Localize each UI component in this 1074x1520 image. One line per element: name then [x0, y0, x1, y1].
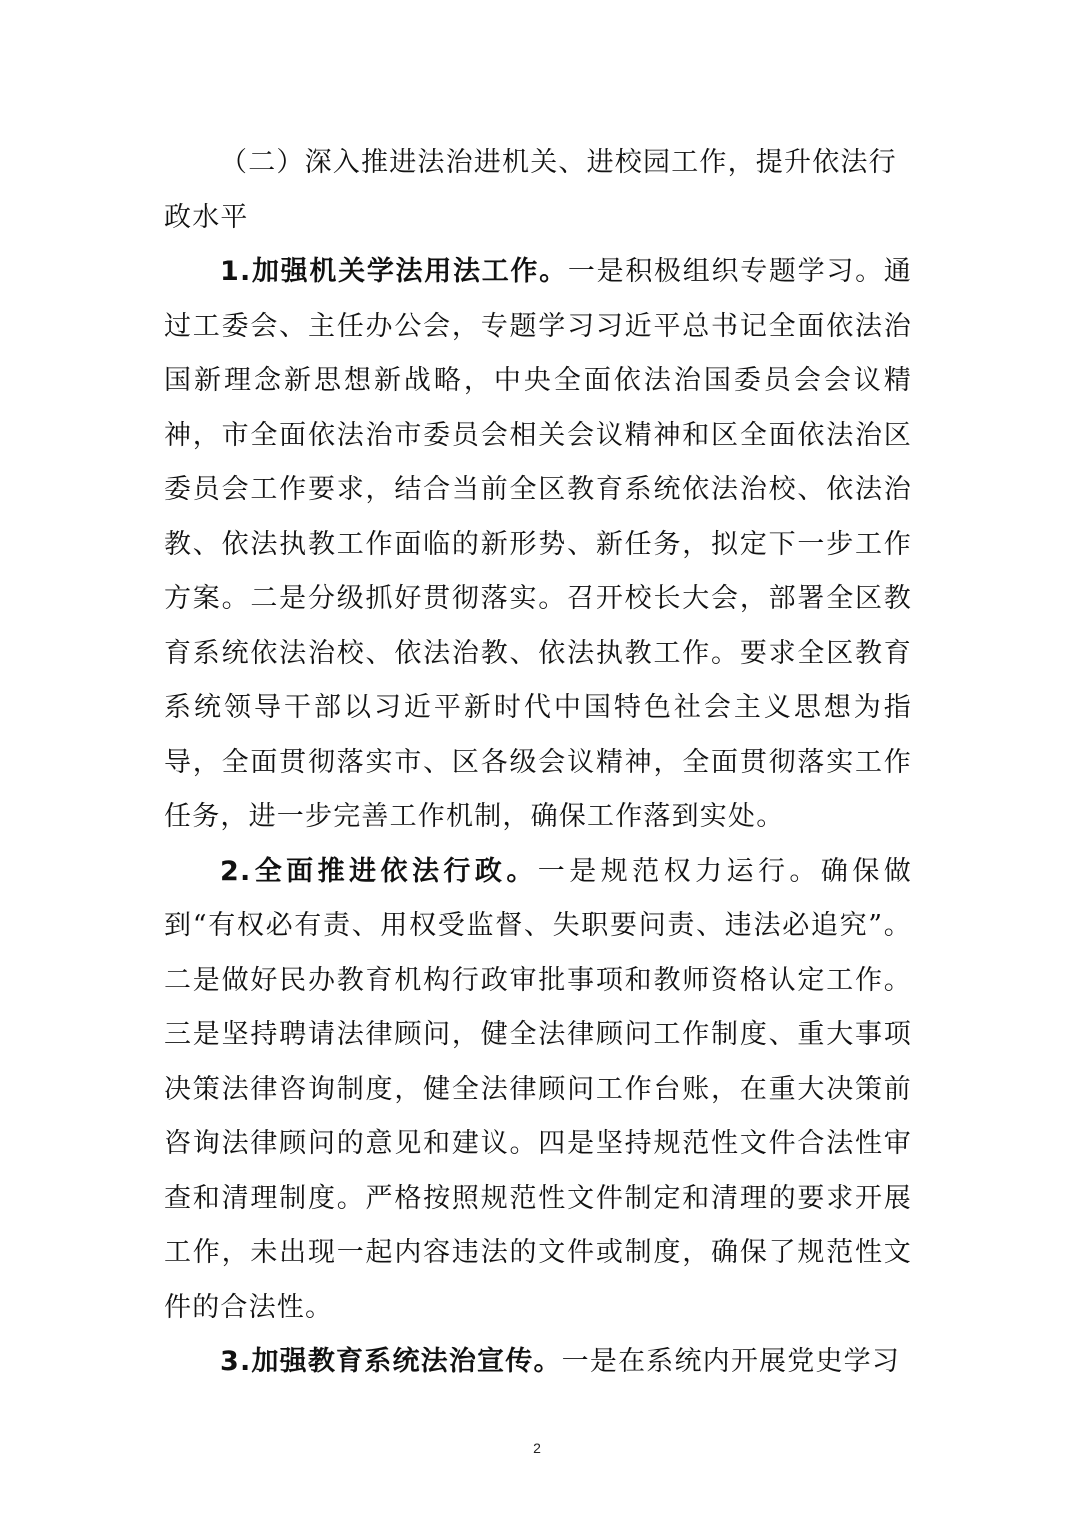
paragraph-3: [164, 1335, 912, 1390]
section-heading: （二）深入推进法治进机关、进校园工作，提升依法行政水平: [164, 147, 897, 233]
paragraph-2-body: 一是规范权力运行。确保做到“有权必有责、用权受监督、失职要问责、违法必追究”。二是做好民办教育机构行政审批事项和教师资格认定工作。三是坚持聘请法律顾问，健全法律顾问工作制度、重大事项决策法律咨询制度，健全法律顾问工作台账，在重大决策前咨询法律顾问的意见和建议。四是坚持规范性文件合法性审查和清理制度。严格按照规范性文件制定和清理的要求开展工作，未出现一起内容违法的文件或制度，确保了规范性文件的合法性。: [164, 855, 912, 1323]
paragraph-1: [164, 245, 912, 845]
paragraph-2: [164, 845, 912, 1336]
paragraph-3-body: 一是在系统内开展党史学习: [561, 1346, 901, 1377]
paragraph-3-lead: 3.加强教育系统法治宣传。: [220, 1346, 562, 1377]
paragraph-2-lead: 2.全面推进依法行政。: [220, 855, 538, 887]
paragraph-1-body: 一是积极组织专题学习。通过工委会、主任办公会，专题学习习近平总书记全面依法治国新理念新思想新战略，中央全面依法治国委员会会议精神，市全面依法治市委员会相关会议精神和区全面依法治区委员会工作要求，结合当前全区教育系统依法治校、依法治教、依法执教工作面临的新形势、新任务，拟定下一步工作方案。二是分级抓好贯彻落实。召开校长大会，部署全区教育系统依法治校、依法治教、依法执教工作。要求全区教育系统领导干部以习近平新时代中国特色社会主义思想为指导，全面贯彻落实市、区各级会议精神，全面贯彻落实工作任务，进一步完善工作机制，确保工作落到实处。: [164, 256, 912, 832]
page-number: 2: [533, 1440, 541, 1456]
document-page: [164, 136, 912, 1390]
paragraph-1-lead: 1.加强机关学法用法工作。: [220, 256, 568, 287]
